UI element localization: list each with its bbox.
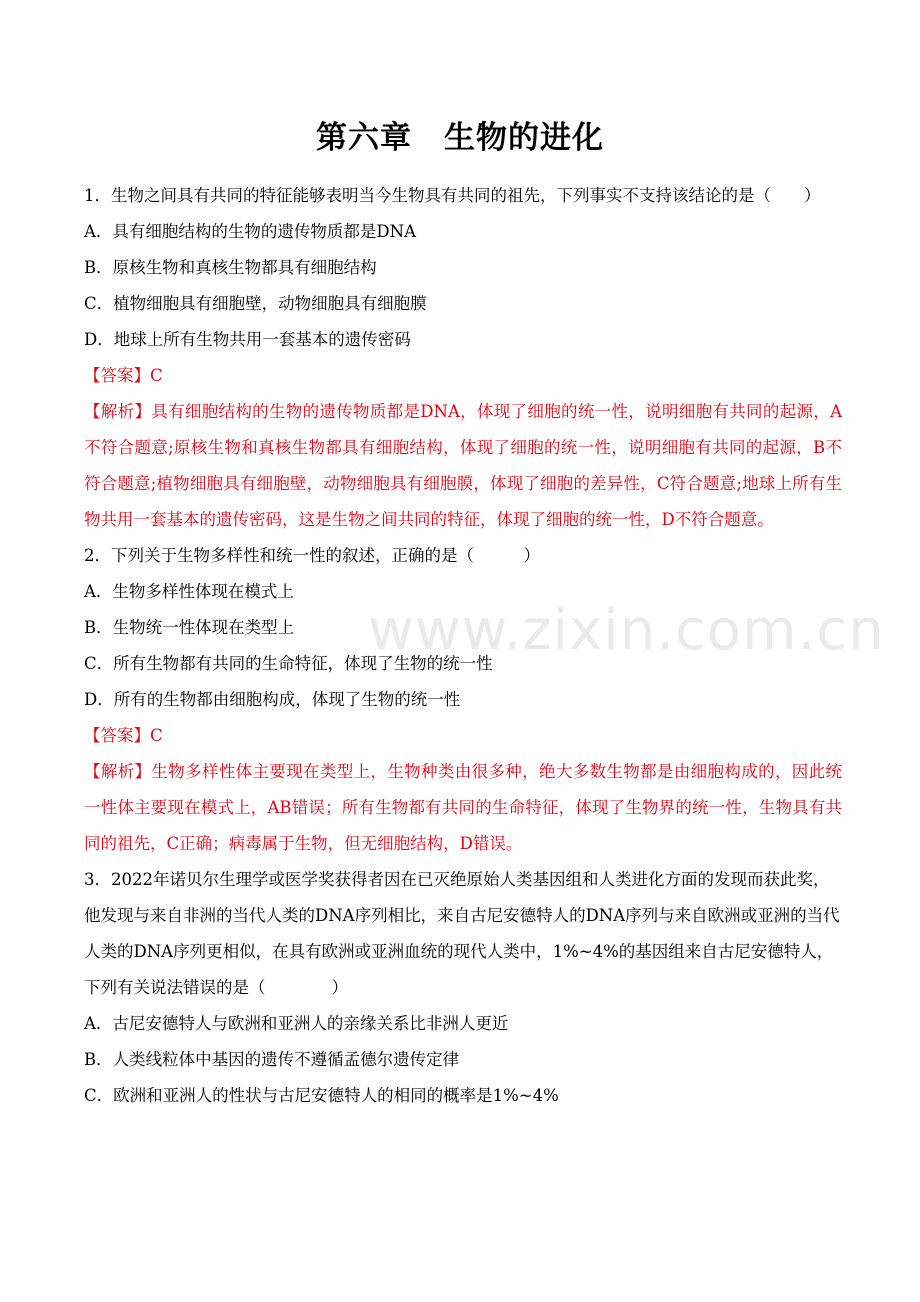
page-title: 第六章 生物的进化 — [316, 120, 604, 156]
question-3-stem: 3．2022年诺贝尔生理学或医学奖获得者因在已灭绝原始人类基因组和人类进化方面的发现而获此奖，他发现与来自非洲的当代人类的DNA序列相比，来自古尼安德特人的DNA序列与来自欧洲或亚洲的当代人类的DNA序列更相似，在具有欧洲或亚洲血统的现代人类中，1%~4%的基因组来自古尼安德特人，下列有关说法错误的是（ ） — [84, 870, 840, 997]
question-1-option-d: D．地球上所有生物共用一套基本的遗传密码 — [84, 330, 411, 349]
question-2-answer: 【答案】C — [84, 726, 163, 745]
question-2-analysis: 【解析】生物多样性体主要现在类型上，生物种类由很多种，绝大多数生物都是由细胞构成的，因此统一性体主要现在模式上，AB错误；所有生物都有共同的生命特征，体现了生物界的统一性，生物具有共同的祖先，C正确；病毒属于生物，但无细胞结构，D错误。 — [84, 762, 842, 853]
question-1-analysis: 【解析】具有细胞结构的生物的遗传物质都是DNA，体现了细胞的统一性，说明细胞有共同的起源，A不符合题意;原核生物和真核生物都具有细胞结构，体现了细胞的统一性，说明细胞有共同的起源，B不符合题意;植物细胞具有细胞壁，动物细胞具有细胞膜，体现了细胞的差异性，C符合题意;地球上所有生物共用一套基本的遗传密码，这是生物之间共同的特征，体现了细胞的统一性，D不符合题意。 — [84, 402, 842, 529]
question-3-option-a: A．古尼安德特人与欧洲和亚洲人的亲缘关系比非洲人更近 — [84, 1014, 509, 1033]
question-1-stem: 1．生物之间具有共同的特征能够表明当今生物具有共同的祖先，下列事实不支持该结论的是（ ） — [84, 186, 821, 205]
question-1-option-a: A．具有细胞结构的生物的遗传物质都是DNA — [84, 222, 416, 241]
question-2-stem: 2．下列关于生物多样性和统一性的叙述，正确的是（ ） — [84, 546, 540, 565]
question-1-answer: 【答案】C — [84, 366, 163, 385]
question-2-option-b: B．生物统一性体现在类型上 — [84, 618, 295, 637]
question-2-option-d: D．所有的生物都由细胞构成，体现了生物的统一性 — [84, 690, 461, 709]
question-3-option-c: C．欧洲和亚洲人的性状与古尼安德特人的相同的概率是1%~4% — [84, 1086, 559, 1105]
question-1-option-b: B．原核生物和真核生物都具有细胞结构 — [84, 258, 377, 277]
watermark: www.zixin.com.cn — [368, 598, 885, 663]
question-2-option-c: C．所有生物都有共同的生命特征，体现了生物的统一性 — [84, 654, 493, 673]
question-list — [84, 178, 842, 1114]
question-2-option-a: A．生物多样性体现在模式上 — [84, 582, 294, 601]
question-3-option-b: B．人类线粒体中基因的遗传不遵循孟德尔遗传定律 — [84, 1050, 460, 1069]
question-1-option-c: C．植物细胞具有细胞壁，动物细胞具有细胞膜 — [84, 294, 427, 313]
